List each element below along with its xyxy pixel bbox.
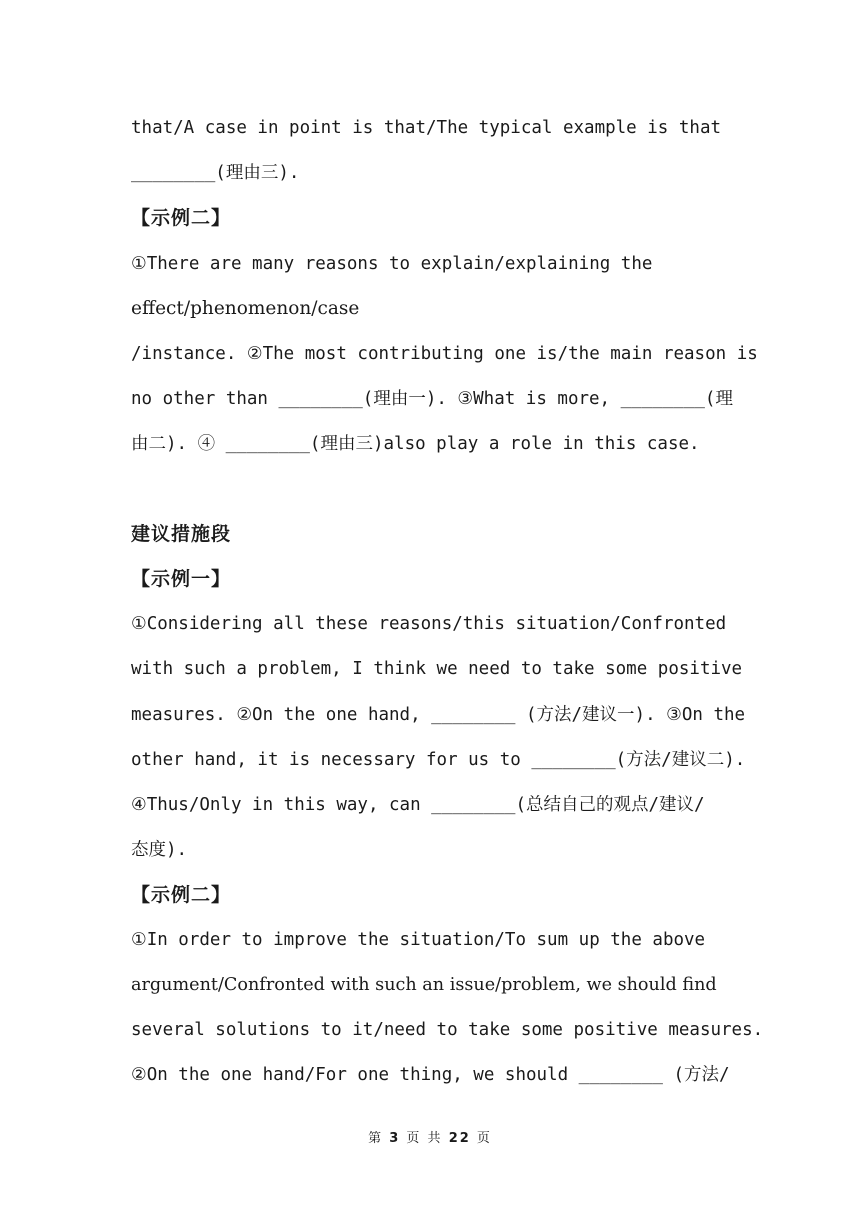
footer-prefix: 第 — [368, 1131, 384, 1146]
text-line-5: effect/phenomenon/case — [131, 298, 360, 319]
text-line-21: ②On the one hand/For one thing, we should ________ (方法/ — [131, 1065, 730, 1085]
example-heading-2b: 【示例二】 — [131, 884, 232, 906]
text-line-11: ①Considering all these reasons/this situation/Confronted — [131, 614, 727, 634]
example-heading-2: 【示例二】 — [131, 207, 232, 229]
text-line-6: /instance. ②The most contributing one is/the main reason is — [131, 344, 758, 364]
footer-middle: 页 共 — [406, 1131, 443, 1146]
total-pages-number: 22 — [448, 1131, 471, 1146]
text-line-7: no other than ________(理由一). ③What is more, ________(理 — [131, 389, 733, 409]
text-line-8: 由二). ④ ________(理由三)also play a role in this case. — [131, 434, 700, 454]
text-line-15: ④Thus/Only in this way, can ________(总结自己的观点/建议/ — [131, 795, 705, 815]
text-line-20: several solutions to it/need to take some positive measures. — [131, 1020, 764, 1040]
section-heading-suggestions: 建议措施段 — [131, 523, 232, 545]
text-line-13: measures. ②On the one hand, ________ (方法/建议一). ③On the — [131, 705, 746, 725]
text-line-16: 态度). — [131, 840, 188, 860]
text-line-2: ________(理由三). — [131, 163, 300, 183]
text-line-18: ①In order to improve the situation/To sum up the above — [131, 930, 706, 950]
current-page-number: 3 — [389, 1131, 401, 1146]
page-footer — [0, 1127, 860, 1146]
text-line-12: with such a problem, I think we need to take some positive — [131, 659, 743, 679]
text-line-19: argument/Confronted with such an issue/problem, we should find — [131, 975, 717, 995]
footer-suffix: 页 — [476, 1131, 492, 1146]
example-heading-1: 【示例一】 — [131, 568, 232, 590]
text-line-14: other hand, it is necessary for us to ________(方法/建议二). — [131, 750, 746, 770]
text-line-1: that/A case in point is that/The typical example is that — [131, 118, 722, 138]
text-line-4: ①There are many reasons to explain/explaining the — [131, 254, 653, 274]
